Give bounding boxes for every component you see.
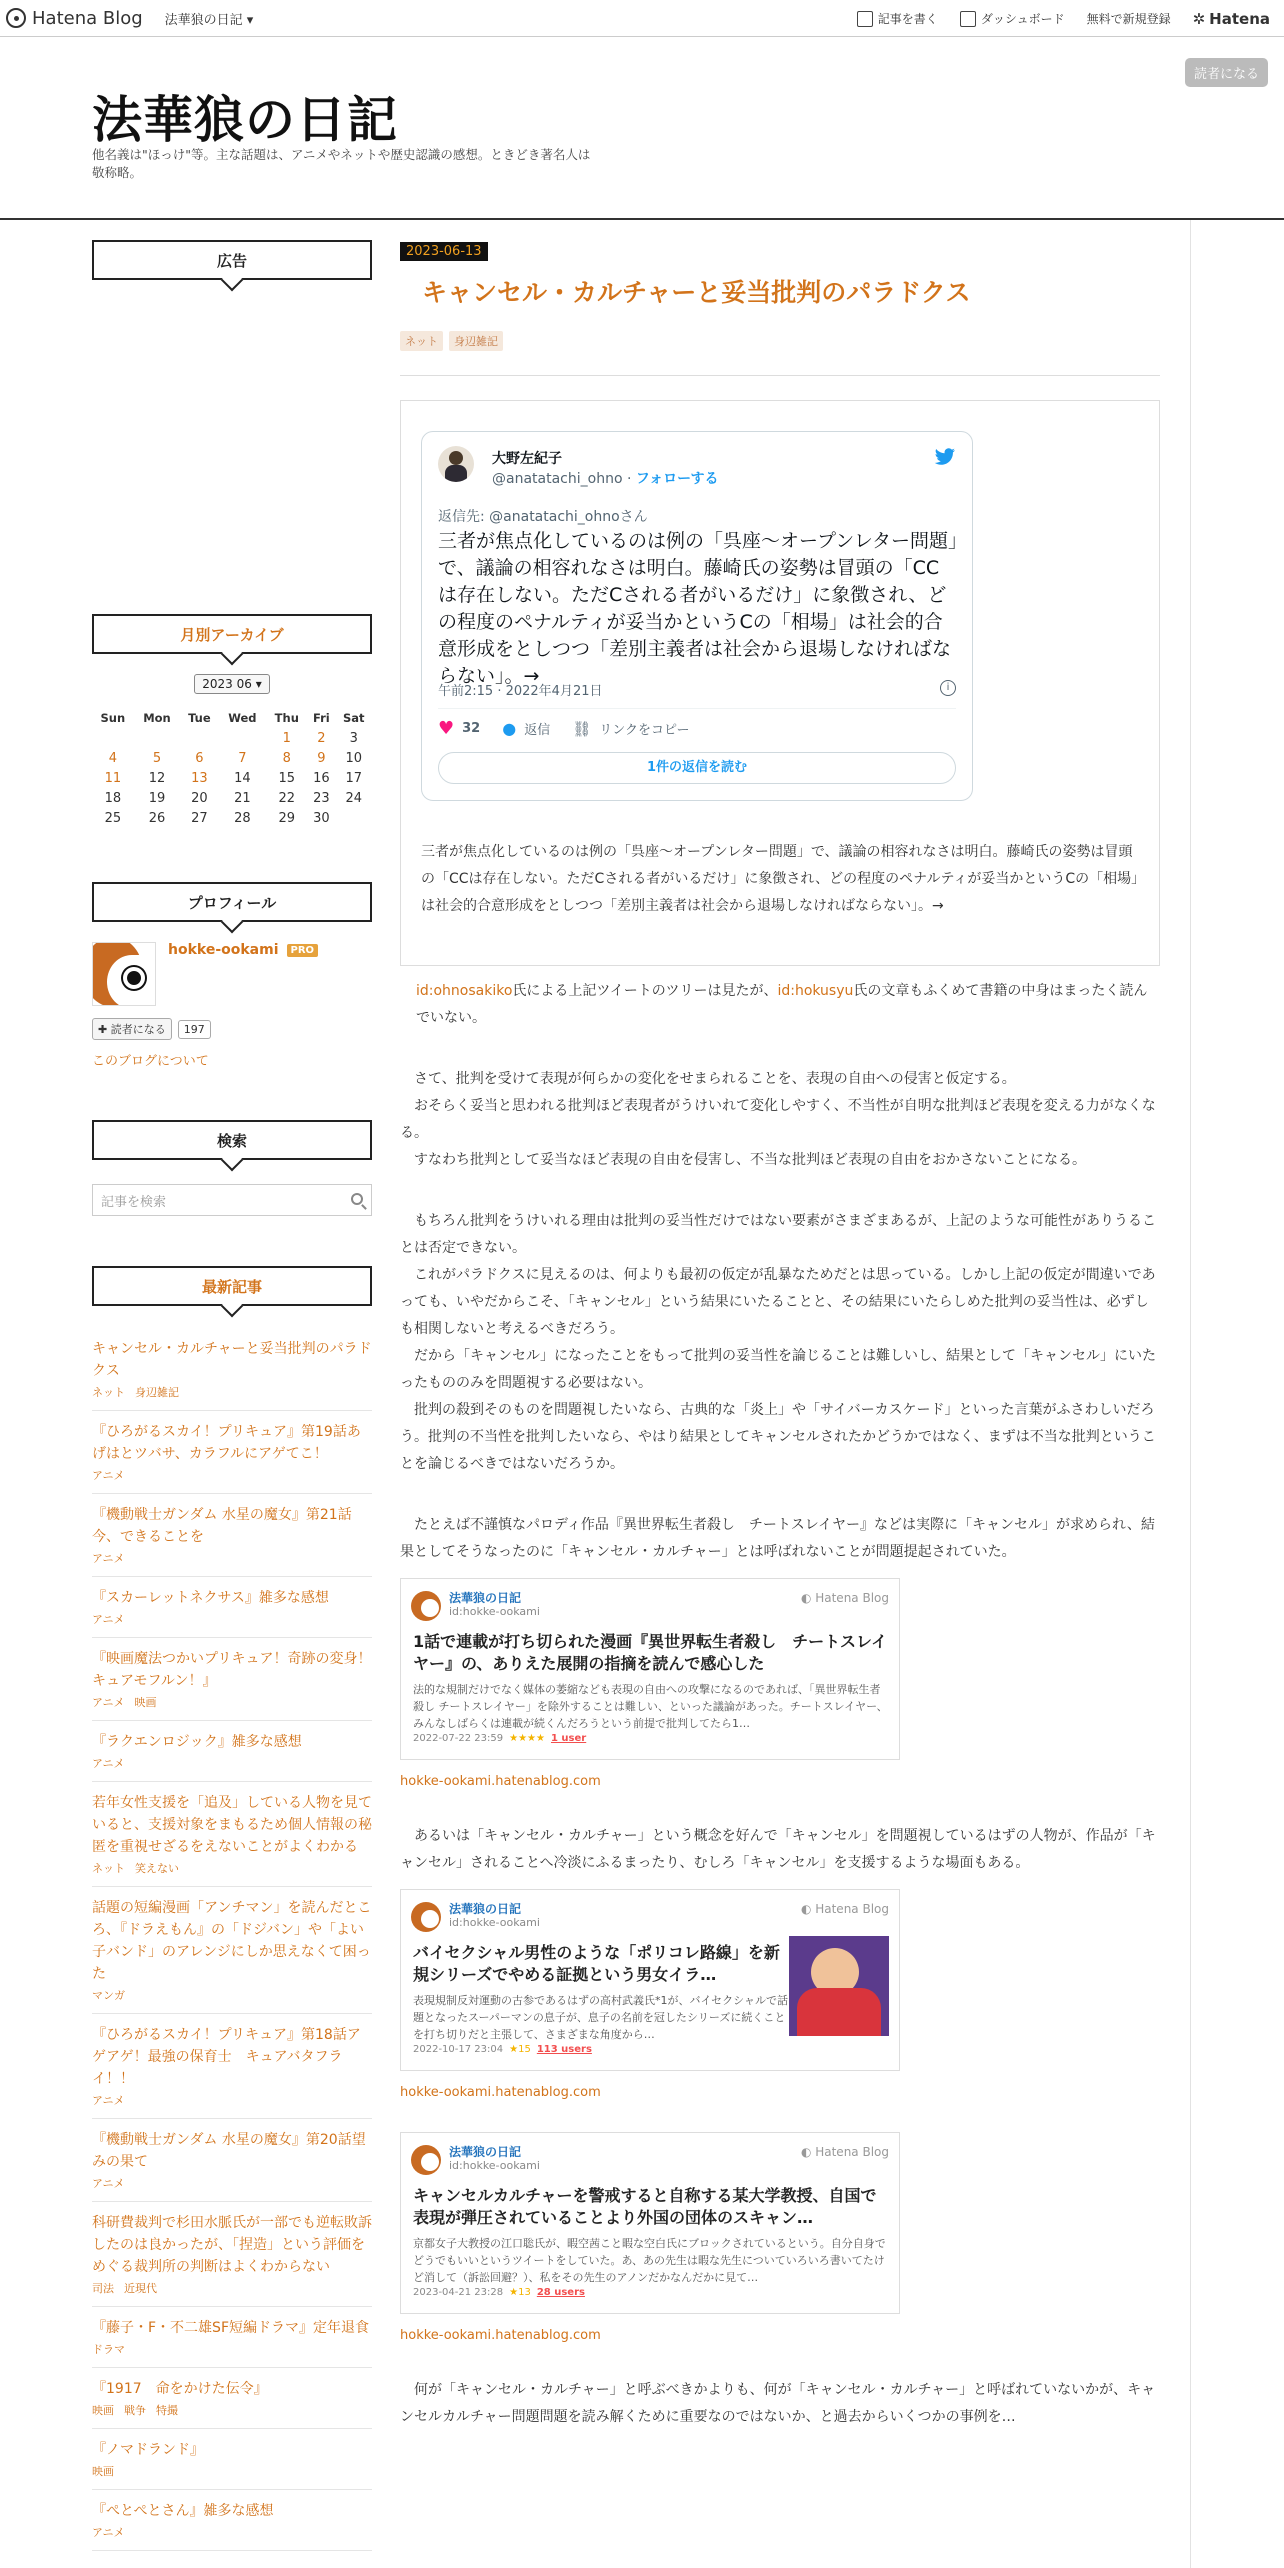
recent-entry-category[interactable]: ネット bbox=[92, 1386, 125, 1399]
blog-title[interactable]: 法華狼の日記 bbox=[92, 91, 398, 149]
recent-entry-category[interactable]: 映画 bbox=[92, 2465, 114, 2478]
archive-calendar bbox=[92, 708, 372, 828]
recent-entry-categories bbox=[92, 2524, 372, 2540]
embed-source-url[interactable]: hokke-ookami.hatenablog.com bbox=[400, 1774, 601, 1789]
recent-entry-categories bbox=[92, 1467, 372, 1483]
calendar-day: 12 bbox=[148, 770, 166, 786]
recent-entry-categories bbox=[92, 1987, 372, 2003]
recent-entry-title[interactable]: 『機動戦士ガンダム 水星の魔女』第20話望みの果て bbox=[92, 2132, 366, 2170]
profile-heading: プロフィール bbox=[92, 882, 372, 922]
calendar-day[interactable]: 11 bbox=[104, 770, 122, 786]
recent-entry-category[interactable]: 戦争 bbox=[124, 2404, 146, 2417]
calendar-day[interactable]: 9 bbox=[317, 750, 326, 766]
recent-entry-category[interactable]: 司法 bbox=[92, 2282, 114, 2295]
tweet-copy-link-button[interactable] bbox=[572, 719, 689, 738]
recent-entry-categories bbox=[92, 1384, 372, 1400]
profile-row bbox=[92, 942, 372, 1006]
recent-entry bbox=[92, 2368, 372, 2429]
follower-count: 197 bbox=[178, 1020, 211, 1039]
calendar-day: 18 bbox=[104, 790, 122, 806]
recent-entry-category[interactable]: アニメ bbox=[92, 1696, 125, 1709]
calendar-day: 21 bbox=[234, 790, 251, 806]
tweet-card[interactable] bbox=[421, 431, 973, 801]
tweet-fallback-text: 三者が焦点化しているのは例の「呉座〜オープンレター問題」で、議論の相容れなさは明白。藤崎氏の姿勢は冒頭の「CCは存在しない。ただCされる者がいるだけ」に象徴され、どの程度のペナルティが妥当かというCの「相場」は社会的合意形成をとしつつ「差別主義者は社会から退場しなければならない」。→ bbox=[421, 844, 1139, 914]
recent-entry-categories bbox=[92, 2092, 372, 2108]
dashboard-link[interactable] bbox=[960, 10, 1065, 27]
calendar-week bbox=[92, 808, 372, 828]
recent-entry-categories bbox=[92, 1550, 372, 1566]
calendar-weekday: Sun bbox=[100, 711, 126, 725]
recent-entry-categories bbox=[92, 1860, 372, 1876]
recent-entry bbox=[92, 2307, 372, 2368]
hatena-link[interactable] bbox=[1193, 10, 1270, 28]
recent-entry bbox=[92, 2429, 372, 2490]
recent-entry bbox=[92, 1411, 372, 1494]
bookmark-users-badge[interactable]: 113 users bbox=[536, 2044, 592, 2055]
about-blog-link[interactable]: このブログについて bbox=[92, 1054, 209, 1069]
recent-heading: 最新記事 bbox=[92, 1266, 372, 1306]
tweet-separator bbox=[438, 708, 956, 709]
recent-entry-categories bbox=[92, 1611, 372, 1627]
embed-date: 2023-04-21 23:28 bbox=[413, 2287, 504, 2298]
archive-heading: 月別アーカイブ bbox=[92, 614, 372, 654]
write-entry-link[interactable] bbox=[857, 10, 938, 27]
embed-blog-id: id:hokke-ookami bbox=[449, 1605, 540, 1618]
recent-entry-title[interactable]: 『藤子・F・不二雄SF短編ドラマ』定年退食 bbox=[92, 2320, 369, 2336]
recent-entry-title[interactable]: 『機動戦士ガンダム 水星の魔女』第21話今、できることを bbox=[92, 1507, 352, 1545]
recent-entry-category[interactable]: 身辺雑記 bbox=[135, 1386, 179, 1399]
paragraph-line: 何が「キャンセル・カルチャー」と呼ぶべきかよりも、何が「キャンセル・カルチャー」と呼ばれていないかが、キャンセルカルチャー問題問題を読み解くために重要なのではないか、と過去からいくつかの事例を… bbox=[400, 2382, 1156, 2425]
embed-blog-name[interactable]: 法華狼の日記 bbox=[449, 1902, 522, 1916]
ad-module bbox=[92, 240, 372, 280]
tweet-follow-link[interactable]: フォローする bbox=[635, 471, 719, 487]
calendar-day bbox=[92, 728, 134, 748]
recent-entry-category[interactable]: 特撮 bbox=[156, 2404, 178, 2417]
embed-blog-id: id:hokke-ookami bbox=[449, 2159, 540, 2172]
tweet-reply-button[interactable] bbox=[502, 719, 550, 738]
search-placeholder: 記事を検索 bbox=[101, 1194, 167, 1210]
calendar-weekday: Tue bbox=[188, 711, 211, 725]
embed-meta bbox=[413, 2287, 585, 2298]
calendar-day bbox=[180, 728, 218, 748]
calendar-day bbox=[336, 808, 372, 828]
embed-source-url[interactable]: hokke-ookami.hatenablog.com bbox=[400, 2328, 601, 2343]
calendar-week bbox=[92, 768, 372, 788]
recent-entry-title[interactable]: 若年女性支援を「追及」している人物を見ていると、支援対象をまもるため個人情報の秘匿を重視せざるをえないことがよくわかる bbox=[92, 1795, 372, 1855]
recent-entry bbox=[92, 1721, 372, 1782]
calendar-day: 17 bbox=[345, 770, 363, 786]
calendar-day: 27 bbox=[191, 810, 208, 826]
recent-entry-title[interactable]: 科研費裁判で杉田水脈氏が一部でも逆転敗訴したのは良かったが、「捏造」という評価をめぐる裁判所の判断はよくわからない bbox=[92, 2215, 372, 2275]
search-input[interactable] bbox=[92, 1184, 372, 1216]
calendar-day[interactable]: 1 bbox=[282, 730, 291, 746]
recent-entry-title[interactable]: 『ぺとぺとさん』雑多な感想 bbox=[92, 2503, 274, 2519]
tweet-text: 三者が焦点化しているのは例の「呉座〜オープンレター問題」で、議論の相容れなさは明白。藤崎氏の姿勢は冒頭の「CCは存在しない。ただCされる者がいるだけ」に象徴され、どの程度のペナルティが妥当かというCの「相場」は社会的合意形成をとしつつ「差別主義者は社会から退場しなければならない」。→ bbox=[438, 530, 958, 687]
pencil-icon bbox=[857, 11, 873, 27]
paragraph-1-text-b: 氏の文章もふくめて書籍の中身はまったく読んでいない。 bbox=[416, 983, 1148, 1026]
embed-title[interactable]: キャンセルカルチャーを警戒すると自称する某大学教授、自国で表現が弾圧されていることより外国の団体のスキャン… bbox=[413, 2186, 877, 2227]
bookmark-users-badge[interactable]: 28 users bbox=[536, 2287, 585, 2298]
tweet-author-name[interactable]: 大野左紀子 bbox=[492, 451, 562, 467]
search-heading: 検索 bbox=[92, 1120, 372, 1160]
bookmark-users-badge[interactable]: 1 user bbox=[550, 1733, 587, 1744]
write-entry-label: 記事を書く bbox=[877, 12, 938, 26]
recent-entry-categories bbox=[92, 2341, 372, 2357]
heart-icon: ♥ bbox=[438, 718, 455, 739]
entry-divider bbox=[400, 375, 1160, 376]
calendar-day: 29 bbox=[278, 810, 296, 826]
speech-bubble-icon: ● bbox=[502, 719, 517, 738]
user-link-ohnosakiko[interactable]: id:ohnosakiko bbox=[416, 983, 513, 999]
recent-entry-category[interactable]: 近現代 bbox=[124, 2282, 157, 2295]
tweet-handle-text: @anatatachi_ohno · bbox=[492, 471, 636, 487]
recent-entry-title[interactable]: 『ひろがるスカイ！プリキュア』第18話アゲアゲ！最強の保育士 キュアバタフライ！！ bbox=[92, 2027, 361, 2087]
paragraph-2 bbox=[400, 1066, 1160, 1174]
entry bbox=[400, 240, 1160, 2431]
subscribe-button[interactable]: 読者になる bbox=[1185, 58, 1268, 87]
archive-month-select[interactable]: 2023 06 ▾ bbox=[194, 674, 270, 694]
calendar-day: 24 bbox=[345, 790, 363, 806]
profile-module bbox=[92, 882, 372, 1069]
paragraph-line: おそらく妥当と思われる批判ほど表現者がうけいれて変化しやすく、不当性が自明な批判ほど表現を変える力がなくなる。 bbox=[400, 1098, 1156, 1141]
hatena-blog-brand: Hatena Blog bbox=[32, 7, 143, 29]
recent-entry bbox=[92, 1887, 372, 2014]
recent-entry bbox=[92, 1638, 372, 1721]
embed-source-url[interactable]: hokke-ookami.hatenablog.com bbox=[400, 2085, 601, 2100]
recent-entry-title[interactable]: 話題の短編漫画「アンチマン」を読んだところ、『ドラえもん』の「ドジバン」や「よい子バンド」のアレンジにしか思えなくて困った bbox=[92, 1900, 372, 1982]
embed-meta bbox=[413, 2044, 592, 2055]
calendar-day: 19 bbox=[148, 790, 166, 806]
recent-entry bbox=[92, 1782, 372, 1887]
recent-entry-category[interactable]: 映画 bbox=[134, 1696, 157, 1709]
paragraph-line: 批判の殺到そのものを問題視したいなら、古典的な「炎上」や「サイバーカスケード」といった言葉がふさわしいだろう。批判の不当性を批判したいなら、やはり結果としてキャンセルされたかどうかではなく、まずは不当な批判ということを論じるべきではないだろうか。 bbox=[400, 1402, 1156, 1472]
hatena-star-icon: ✲ bbox=[1192, 9, 1206, 28]
recent-entry-title[interactable]: 『映画魔法つかいプリキュア！奇跡の変身！キュアモフルン！』 bbox=[92, 1651, 372, 1689]
recent-entry-categories bbox=[92, 2175, 372, 2191]
recent-entries-list bbox=[92, 1328, 372, 2551]
embed-date: 2022-07-22 23:59 bbox=[413, 1733, 504, 1744]
follow-button[interactable]: ✚ 読者になる bbox=[92, 1018, 172, 1040]
calendar-weekday: Fri bbox=[313, 711, 330, 725]
tweet-like-count: 32 bbox=[462, 721, 481, 736]
blog-menu[interactable]: 法華狼の日記 ▾ bbox=[164, 12, 254, 28]
recent-entry-categories bbox=[92, 2280, 372, 2296]
tweet-actions bbox=[438, 718, 712, 739]
paragraph-line: だから「キャンセル」になったことをもって批判の妥当性を論じることは難しいし、結果として「キャンセル」にいたったもののみを問題視する必要はない。 bbox=[400, 1348, 1156, 1391]
archive-month-value: 2023 06 bbox=[202, 677, 252, 691]
calendar-day: 26 bbox=[148, 810, 166, 826]
embed-date: 2022-10-17 23:04 bbox=[413, 2044, 504, 2055]
paragraph-line: さて、批判を受けて表現が何らかの変化をせまられることを、表現の自由への侵害と仮定する。 bbox=[400, 1071, 1016, 1087]
dashboard-icon bbox=[960, 11, 976, 27]
recent-entry-category[interactable]: アニメ bbox=[92, 1613, 125, 1626]
recent-entry-title[interactable]: 『1917 命をかけた伝令』 bbox=[92, 2381, 268, 2397]
calendar-day: 15 bbox=[278, 770, 296, 786]
signup-link[interactable]: 無料で新規登録 bbox=[1086, 12, 1171, 26]
tweet-timestamp[interactable]: 午前2:15 · 2022年4月21日 bbox=[438, 684, 603, 699]
recent-entry-title[interactable]: キャンセル・カルチャーと妥当批判のパラドクス bbox=[92, 1341, 372, 1379]
recent-entry-title[interactable]: 『ラクエンロジック』雑多な感想 bbox=[92, 1734, 302, 1750]
recent-entry bbox=[92, 2119, 372, 2202]
calendar-day[interactable]: 6 bbox=[195, 750, 204, 766]
paragraph-1-text-a: 氏による上記ツイートのツリーは見たが、 bbox=[512, 983, 778, 999]
calendar-day[interactable]: 2 bbox=[317, 730, 326, 746]
calendar-weekday: Sat bbox=[342, 711, 365, 725]
hatena-label: Hatena bbox=[1209, 9, 1270, 28]
tweet-author-handle bbox=[492, 468, 718, 488]
recent-entry-category[interactable]: アニメ bbox=[92, 1552, 125, 1565]
recent-entries-module bbox=[92, 1266, 372, 2551]
recent-entry bbox=[92, 2202, 372, 2307]
profile-name[interactable] bbox=[168, 942, 318, 958]
pro-badge: PRO bbox=[287, 944, 319, 957]
recent-entry-category[interactable]: アニメ bbox=[92, 2177, 125, 2190]
recent-entry-categories bbox=[92, 2402, 372, 2418]
embed-hatena-brand: ◐ Hatena Blog bbox=[800, 1902, 889, 1916]
calendar-day[interactable]: 7 bbox=[238, 750, 247, 766]
recent-entry-category[interactable]: 映画 bbox=[92, 2404, 114, 2417]
blog-card-embed[interactable] bbox=[400, 2132, 900, 2314]
paragraph-4 bbox=[400, 1512, 1160, 1566]
calendar-day[interactable]: 8 bbox=[282, 750, 291, 766]
star-icon: ★15 bbox=[509, 2044, 531, 2055]
topbar-actions bbox=[835, 0, 1270, 37]
calendar-day: 25 bbox=[104, 810, 122, 826]
recent-entry bbox=[92, 2014, 372, 2119]
recent-entry-category[interactable]: ネット bbox=[92, 1862, 125, 1875]
calendar-weekday: Thu bbox=[274, 711, 299, 725]
tweet-reply-label: 返信 bbox=[524, 723, 551, 738]
calendar-day: 30 bbox=[313, 810, 330, 826]
recent-entry-category[interactable]: ドラマ bbox=[92, 2343, 125, 2356]
recent-entry bbox=[92, 1328, 372, 1411]
recent-entry-categories bbox=[92, 1694, 372, 1710]
calendar-week bbox=[92, 788, 372, 808]
read-replies-button[interactable]: 1件の返信を読む bbox=[438, 752, 956, 784]
recent-entry-categories bbox=[92, 2463, 372, 2479]
embed-description: 京都女子大教授の江口聡氏が、暇空茜こと暇な空白氏にブロックされているという。自分自身でどうでもいいというツイートをしていた。あ、あの先生は暇な先生についていろいろ書いてたけど消して（訴訟回避？）、私をその先生のアノンだかなんだかに見て… bbox=[413, 2237, 886, 2284]
calendar-day: 22 bbox=[278, 790, 296, 806]
paragraph-line: たとえば不謹慎なパロディ作品『異世界転生者殺し チートスレイヤー』などは実際に「キャンセル」が求められ、結果としてそうなったのに「キャンセル・カルチャー」とは呼ばれないことが問題提起されていた。 bbox=[400, 1517, 1155, 1560]
recent-entry-category[interactable]: アニメ bbox=[92, 2094, 125, 2107]
star-icon: ★13 bbox=[509, 2287, 531, 2298]
blog-favicon-icon bbox=[411, 2145, 441, 2175]
embed-blog-name[interactable]: 法華狼の日記 bbox=[449, 1591, 522, 1605]
embed-blog-name[interactable]: 法華狼の日記 bbox=[449, 2145, 522, 2159]
hatena-topbar bbox=[0, 0, 1284, 37]
entry-date[interactable]: 2023-06-13 bbox=[400, 242, 488, 261]
paragraph-1 bbox=[400, 978, 1160, 1032]
link-icon: ⛓ bbox=[572, 719, 592, 738]
blog-card-embed[interactable] bbox=[400, 1889, 900, 2071]
recent-entry-category[interactable]: 笑えない bbox=[135, 1862, 179, 1875]
recent-entry-category[interactable]: アニメ bbox=[92, 2526, 125, 2539]
embed-hatena-brand: ◐ Hatena Blog bbox=[800, 1591, 889, 1605]
recent-entry-title[interactable]: 『スカーレットネクサス』雑多な感想 bbox=[92, 1590, 329, 1606]
info-icon[interactable]: i bbox=[940, 680, 956, 696]
ad-heading: 広告 bbox=[92, 240, 372, 280]
profile-avatar[interactable] bbox=[92, 942, 156, 1006]
recent-entry-category[interactable]: マンガ bbox=[92, 1989, 125, 2002]
embed-blog-id: id:hokke-ookami bbox=[449, 1916, 540, 1929]
follow-row bbox=[92, 1018, 372, 1040]
search-module bbox=[92, 1120, 372, 1216]
calendar-day[interactable]: 4 bbox=[108, 750, 117, 766]
embed-description: 法的な規制だけでなく媒体の萎縮なども表現の自由への攻撃になるのであれば、「異世界転生者殺し チートスレイヤー」を除外することは難しい、といった議論があった。チートスレイヤー、みんなしばらくは連載が続くんだろうという前提で批判してたら1… bbox=[413, 1683, 888, 1730]
entry-category-tag[interactable]: ネット bbox=[400, 331, 443, 351]
embed-thumbnail[interactable] bbox=[789, 1936, 889, 2036]
search-icon[interactable] bbox=[351, 1193, 363, 1205]
hatena-blog-icon bbox=[6, 8, 26, 28]
profile-name-text: hokke-ookami bbox=[168, 942, 279, 958]
paragraph-5 bbox=[400, 1823, 1160, 1877]
calendar-week bbox=[92, 728, 372, 748]
dashboard-label: ダッシュボード bbox=[980, 12, 1065, 26]
paragraph-3 bbox=[400, 1208, 1160, 1478]
tweet-like-button[interactable] bbox=[438, 718, 480, 739]
calendar-day: 14 bbox=[234, 770, 251, 786]
archive-module bbox=[92, 614, 372, 828]
tweet-reply-to[interactable]: 返信先: @anatatachi_ohnoさん bbox=[438, 509, 648, 525]
blog-favicon-icon bbox=[411, 1902, 441, 1932]
calendar-day[interactable]: 13 bbox=[191, 770, 208, 786]
calendar-day: 23 bbox=[313, 790, 330, 806]
calendar-day: 16 bbox=[313, 770, 330, 786]
blog-favicon-icon bbox=[411, 1591, 441, 1621]
embed-description: 表現規制反対運動の古参であるはずの高村武義氏*1が、バイセクシャルで話題となったスーパーマンの息子が、息子の名前を冠したシリーズに続くことを打ち切りだと主張して、さまざまな角度から… bbox=[413, 1994, 788, 2041]
tweet-copy-link-label: リンクをコピー bbox=[599, 723, 690, 738]
recent-entry-category[interactable]: アニメ bbox=[92, 1757, 125, 1770]
embed-title[interactable]: バイセクシャル男性のような「ポリコレ路線」を新規シリーズでやめる証拠という男女イラ… bbox=[413, 1943, 780, 1984]
recent-entry-categories bbox=[92, 1755, 372, 1771]
calendar-week bbox=[92, 748, 372, 768]
user-link-hokusyu[interactable]: id:hokusyu bbox=[777, 983, 854, 999]
calendar-weekday: Mon bbox=[143, 711, 171, 725]
blog-card-embed[interactable] bbox=[400, 1578, 900, 1760]
paragraph-line: これがパラドクスに見えるのは、何よりも最初の仮定が乱暴なためだとは思っている。しかし上記の仮定が間違いであっても、いやだからこそ、「キャンセル」という結果にいたることと、その結果にいたらしめた批判の妥当性は、必ずしも相関しないと考えるべきだろう。 bbox=[400, 1267, 1156, 1337]
embed-meta bbox=[413, 1733, 586, 1744]
embed-hatena-brand: ◐ Hatena Blog bbox=[800, 2145, 889, 2159]
twitter-bird-icon[interactable] bbox=[934, 448, 956, 466]
star-icon: ★★★★ bbox=[509, 1733, 545, 1744]
entry-title[interactable]: キャンセル・カルチャーと妥当批判のパラドクス bbox=[422, 278, 971, 307]
recent-entry bbox=[92, 1577, 372, 1638]
hatena-blog-logo[interactable] bbox=[6, 8, 143, 29]
calendar-day bbox=[218, 728, 266, 748]
recent-entry-title[interactable]: 『ひろがるスカイ！プリキュア』第19話あげはとツバサ、カラフルにアゲてこ！ bbox=[92, 1424, 361, 1462]
tweet-embed-frame bbox=[400, 400, 1160, 966]
calendar-day bbox=[134, 728, 181, 748]
calendar-day: 3 bbox=[349, 730, 358, 746]
paragraph-6 bbox=[400, 2377, 1160, 2431]
calendar-weekday: Wed bbox=[228, 711, 257, 725]
paragraph-line: すなわち批判として妥当なほど表現の自由を侵害し、不当な批判ほど表現の自由をおかさないことになる。 bbox=[400, 1152, 1086, 1168]
recent-entry-category[interactable]: アニメ bbox=[92, 1469, 125, 1482]
blog-header bbox=[0, 38, 1284, 220]
calendar-day: 10 bbox=[345, 750, 363, 766]
recent-entry bbox=[92, 2490, 372, 2551]
paragraph-line: あるいは「キャンセル・カルチャー」という概念を好んで「キャンセル」を問題視しているはずの人物が、作品が「キャンセル」されることへ冷淡にふるまったり、むしろ「キャンセル」を支援するような場面もある。 bbox=[400, 1828, 1156, 1871]
entry-category-tag[interactable]: 身辺雑記 bbox=[449, 331, 503, 351]
calendar-day[interactable]: 5 bbox=[152, 750, 162, 766]
blog-description: 他名義は"ほっけ"等。主な話題は、アニメやネットや歴史認識の感想。ときどき著名人は敬称略。 bbox=[92, 147, 591, 180]
paragraph-line: もちろん批判をうけいれる理由は批判の妥当性だけではない要素がさまざまあるが、上記のような可能性がありうることは否定できない。 bbox=[400, 1213, 1156, 1256]
entry-categories bbox=[400, 331, 1160, 351]
calendar-day: 28 bbox=[234, 810, 251, 826]
calendar-day: 20 bbox=[191, 790, 208, 806]
recent-entry bbox=[92, 1494, 372, 1577]
recent-entry-title[interactable]: 『ノマドランド』 bbox=[92, 2442, 204, 2458]
embed-title[interactable]: 1話で連載が打ち切られた漫画『異世界転生者殺し チートスレイヤー』の、ありえた展開の指摘を読んで感心した bbox=[413, 1632, 888, 1673]
follow-button-label: 読者になる bbox=[110, 1023, 166, 1036]
content-divider bbox=[1190, 220, 1191, 2568]
tweet-avatar[interactable] bbox=[438, 446, 474, 482]
